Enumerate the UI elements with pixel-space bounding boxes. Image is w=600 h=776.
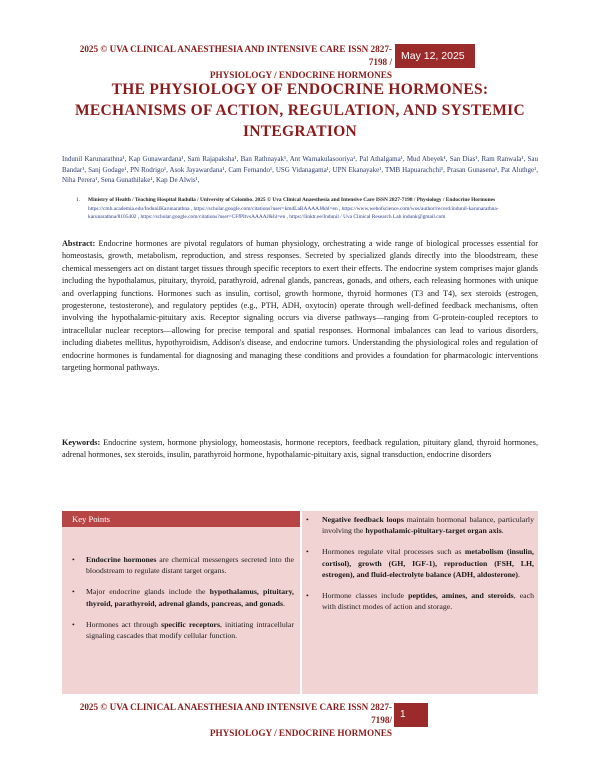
key-point-text: . — [501, 526, 504, 536]
bullet-icon: • — [306, 591, 309, 601]
bullet-icon: • — [306, 547, 309, 557]
key-point-bold: hypothalamic-pituitary-target organ axis — [365, 526, 502, 536]
key-point-text: . — [283, 598, 285, 608]
key-point-text: . — [517, 569, 520, 579]
affiliation-number: 1. — [76, 197, 81, 203]
paper-title: THE PHYSIOLOGY OF ENDOCRINE HORMONES: MECHANISMS OF ACTION, REGULATION, AND SYSTEMIC INTEGRATION — [74, 81, 525, 140]
bullet-icon: • — [72, 619, 75, 629]
key-point-item — [62, 619, 300, 641]
abstract — [62, 238, 538, 374]
key-points-box-left — [62, 511, 300, 694]
key-point-item — [302, 590, 538, 612]
author-list: Indunil Karunarathna¹, Kap Gunawardana¹, Sam Rajapaksha¹, Ban Rathnayak¹, Ant Warnakulasooriya¹, Pal Athalgama¹, Mud Abeyek¹, San Dias¹, Ram Ranwala¹, Sau Bandar¹, Sanj Godage¹, PN Rodrigo¹, Asok Jayawardana¹, Cam Fernando¹, USG Vidanagama¹, UPN Ekanayake¹, TMB Hapuarachchi¹, Prasan Gunasena¹, Pat Aluthge¹, Niha Perera¹, Sena Gunathilake¹, Kap De Alwis¹, — [62, 155, 538, 184]
key-point-text: , each with distinct modes of action and storage. — [322, 591, 535, 612]
journal-footer-line1: 2025 © UVA CLINICAL ANAESTHESIA AND INTENSIVE CARE ISSN 2827-7198/ — [79, 702, 392, 725]
key-point-text: , initiating intracellular signaling cascades that modify cellular function. — [86, 619, 294, 641]
bullet-icon: • — [72, 555, 75, 564]
key-point-text: maintain hormonal balance, particularly involving the — [322, 515, 534, 536]
key-point-text: are chemical messengers secreted into the bloodstream to regulate distant target organs. — [86, 555, 294, 576]
key-point-text: Major endocrine glands include the — [86, 587, 210, 597]
journal-footer — [62, 701, 392, 740]
bullet-icon: • — [306, 515, 309, 524]
keywords-text: Endocrine system, hormone physiology, homeostasis, hormone receptors, feedback regulation, pituitary gland, thyroid hormones, adrenal hormones, sex steroids, insulin, parathyroid hormone, hypothalamic-pituitary axis, signal transduction, endocrine disorders — [62, 438, 538, 460]
key-point-bold: Endocrine hormones — [86, 555, 157, 564]
key-point-item — [62, 586, 300, 608]
key-points-box-right — [302, 511, 538, 694]
abstract-text: Endocrine hormones are pivotal regulators of human physiology, orchestrating a wide range of biological processes essential for homeostasis, growth, metabolism, reproduction, and stress responses. Secreted by specialized glands directly into the bloodstream, these chemical messengers act on distant target tissues through specific receptors to exert their effects. The endocrine system comprises major glands including the hypothalamus, pituitary, thyroid, parathyroid, adrenal glands, pancreas, gonads, and others, each releasing hormones with unique and overlapping functions. Hormones such as insulin, cortisol, growth hormone, thyroid hormones (T3 and T4), sex steroids (estrogen, progesterone, testosterone), and regulatory peptides (e.g., PTH, ADH, oxytocin) operate through well-defined feedback mechanisms, often involving the hypothalamic-pituitary axis. Receptor signaling occurs via diverse pathways—ranging from G-protein-coupled receptors to intracellular nuclear receptors—allowing for precise temporal and spatial responses. Hormonal imbalances can lead to various disorders, including diabetes mellitus, hypothyroidism, Addison's disease, and endocrine tumors. Understanding the physiological roles and regulation of endocrine hormones is fundamental for diagnosing and managing these conditions and provides a foundation for pharmacologic interventions targeting hormonal pathways. — [62, 239, 538, 373]
key-point-bold: Negative feedback loops — [322, 515, 404, 524]
journal-header-line2: PHYSIOLOGY / ENDOCRINE HORMONES — [209, 70, 392, 80]
journal-header-line1: 2025 © UVA CLINICAL ANAESTHESIA AND INTENSIVE CARE ISSN 2827-7198 / — [79, 44, 392, 67]
keywords — [62, 437, 538, 462]
affiliation-links[interactable]: https://cmb.academia.edu/IndunilKarunarathna , https://scholar.google.com/citations?user=kmdLaRAAAAJ&hl=en , https://www.webofscience.com/wos/author/record/indunil-karunarathna-karunarathna/8105402 , https://scholar.google.com/citations?user=CFfPItvsAAAAJ&hl=en , https://linktr.ee/Indunil / Uva Clinical Research Lab indunk@gmail.com — [88, 205, 499, 220]
key-point-bold: peptides, amines, and steroids — [408, 591, 514, 601]
key-point-bold: metabolism (insulin, cortisol), growth (GH, IGF-1), reproduction (FSH, LH, estrogen), and fluid-electrolyte balance (ADH, aldosterone) — [322, 547, 534, 579]
key-point-text: Hormones act through — [86, 619, 162, 629]
key-point-text: Hormones regulate vital processes such as — [322, 547, 465, 557]
journal-header — [62, 43, 392, 82]
journal-footer-line2: PHYSIOLOGY / ENDOCRINE HORMONES — [209, 728, 392, 738]
key-point-item — [302, 546, 538, 580]
bullet-icon: • — [72, 587, 75, 597]
publication-date-badge: May 12, 2025 — [395, 44, 475, 68]
abstract-label: Abstract: — [62, 239, 96, 248]
key-point-bold: specific receptors — [161, 619, 220, 629]
key-point-item — [62, 554, 300, 576]
keywords-label: Keywords: — [62, 438, 101, 447]
key-point-bold: hypothalamus, pituitary, thyroid, parathyroid, adrenal glands, pancreas, and gonads — [86, 587, 294, 608]
page-number-badge: 1 — [394, 703, 428, 727]
affiliation-block — [62, 196, 538, 222]
key-points-heading: Key Points — [62, 511, 300, 527]
key-point-text: Hormone classes include — [322, 591, 409, 601]
key-point-item — [302, 514, 538, 536]
affiliation-text: Ministry of Health / Teaching Hospital Badulla / University of Colombo. 2025 © Uva Clinical Anaesthesia and Intensive Care ISSN 2827-7198 / Physiology / Endocrine Hormones — [88, 197, 496, 203]
